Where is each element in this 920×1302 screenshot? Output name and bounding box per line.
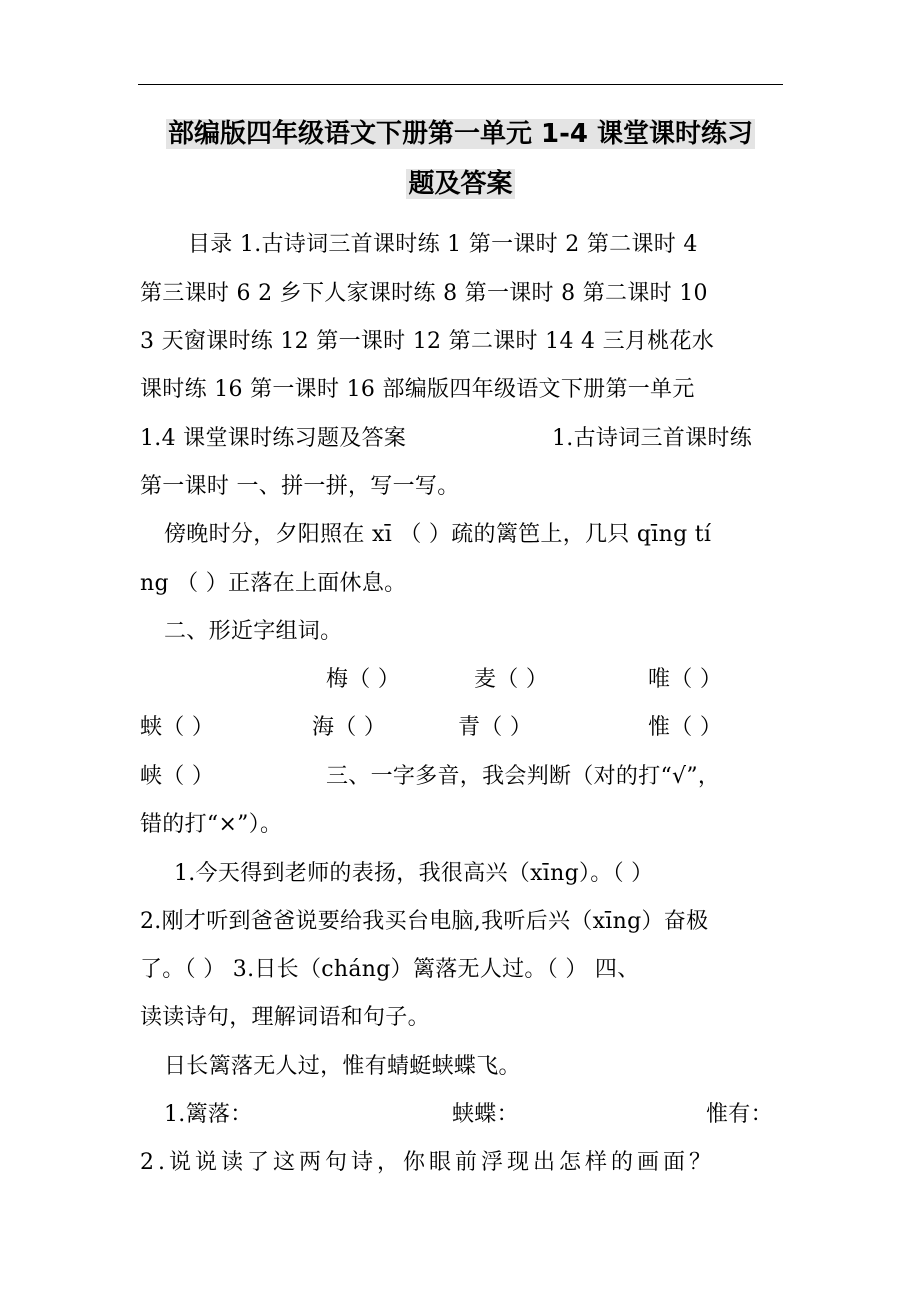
title-line-1: 部编版四年级语文下册第一单元 1-4 课堂课时练习 [167, 119, 754, 149]
last-question: 2.说说读了这两句诗，你眼前浮现出怎样的画面？ [140, 1150, 715, 1175]
question-2-line-2: 了。（ ） 3.日长（cháng）篱落无人过。（ ） 四、 [140, 957, 640, 982]
def-label: 蛱蝶： [452, 1102, 519, 1127]
question-1: 1.今天得到老师的表扬，我很高兴（xīng）。（ ） [174, 861, 654, 886]
poem-line: 日长篱落无人过，惟有蜻蜓蛱蝶飞。 [164, 1054, 521, 1079]
toc-line-1: 目录 1.古诗词三首课时练 1 第一课时 2 第二课时 4 [188, 232, 698, 257]
word-item: 蛱（ ） [140, 715, 215, 740]
words-row-3 [140, 760, 785, 794]
def-label: 1.篱落： [164, 1102, 253, 1127]
toc-line-4: 课时练 16 第一课时 16 部编版四年级语文下册第一单元 [140, 377, 695, 402]
word-item: 梅（ ） [326, 667, 401, 692]
word-item: 麦（ ） [474, 667, 549, 692]
word-item: 海（ ） [312, 715, 387, 740]
section3-title: 三、一字多音，我会判断（对的打“√”， [326, 764, 721, 789]
section3-cont: 错的打“×”）。 [140, 812, 283, 837]
title-line-2: 题及答案 [408, 169, 513, 199]
def-label: 惟有： [706, 1102, 773, 1127]
passage-line-2: ng （ ）正落在上面休息。 [140, 571, 407, 596]
heading-a: 1.4 课堂课时练习题及答案 [140, 426, 407, 451]
definitions-row [140, 1098, 785, 1132]
toc-line-2: 第三课时 6 2 乡下人家课时练 8 第一课时 8 第二课时 10 [140, 281, 708, 306]
heading-row [140, 422, 785, 456]
word-item: 青（ ） [458, 715, 533, 740]
words-row-1 [140, 663, 785, 697]
section4-cont: 读读诗句，理解词语和句子。 [140, 1005, 430, 1030]
toc-line-3: 3 天窗课时练 12 第一课时 12 第二课时 14 4 三月桃花水 [140, 329, 715, 354]
word-item: 唯（ ） [648, 667, 723, 692]
passage-line-1: 傍晚时分，夕阳照在 xī （ ）疏的篱笆上，几只 qīng tí [164, 522, 712, 547]
section2-title: 二、形近字组词。 [164, 619, 343, 644]
words-row-2 [140, 711, 785, 745]
section1-line: 第一课时 一、拼一拼，写一写。 [140, 474, 460, 499]
header-rule [138, 84, 783, 85]
question-2-line-1: 2.刚才听到爸爸说要给我买台电脑,我听后兴（xīng）奋极 [140, 909, 709, 934]
word-item: 惟（ ） [648, 715, 723, 740]
heading-b: 1.古诗词三首课时练 [552, 426, 752, 451]
word-item: 峡（ ） [140, 764, 215, 789]
